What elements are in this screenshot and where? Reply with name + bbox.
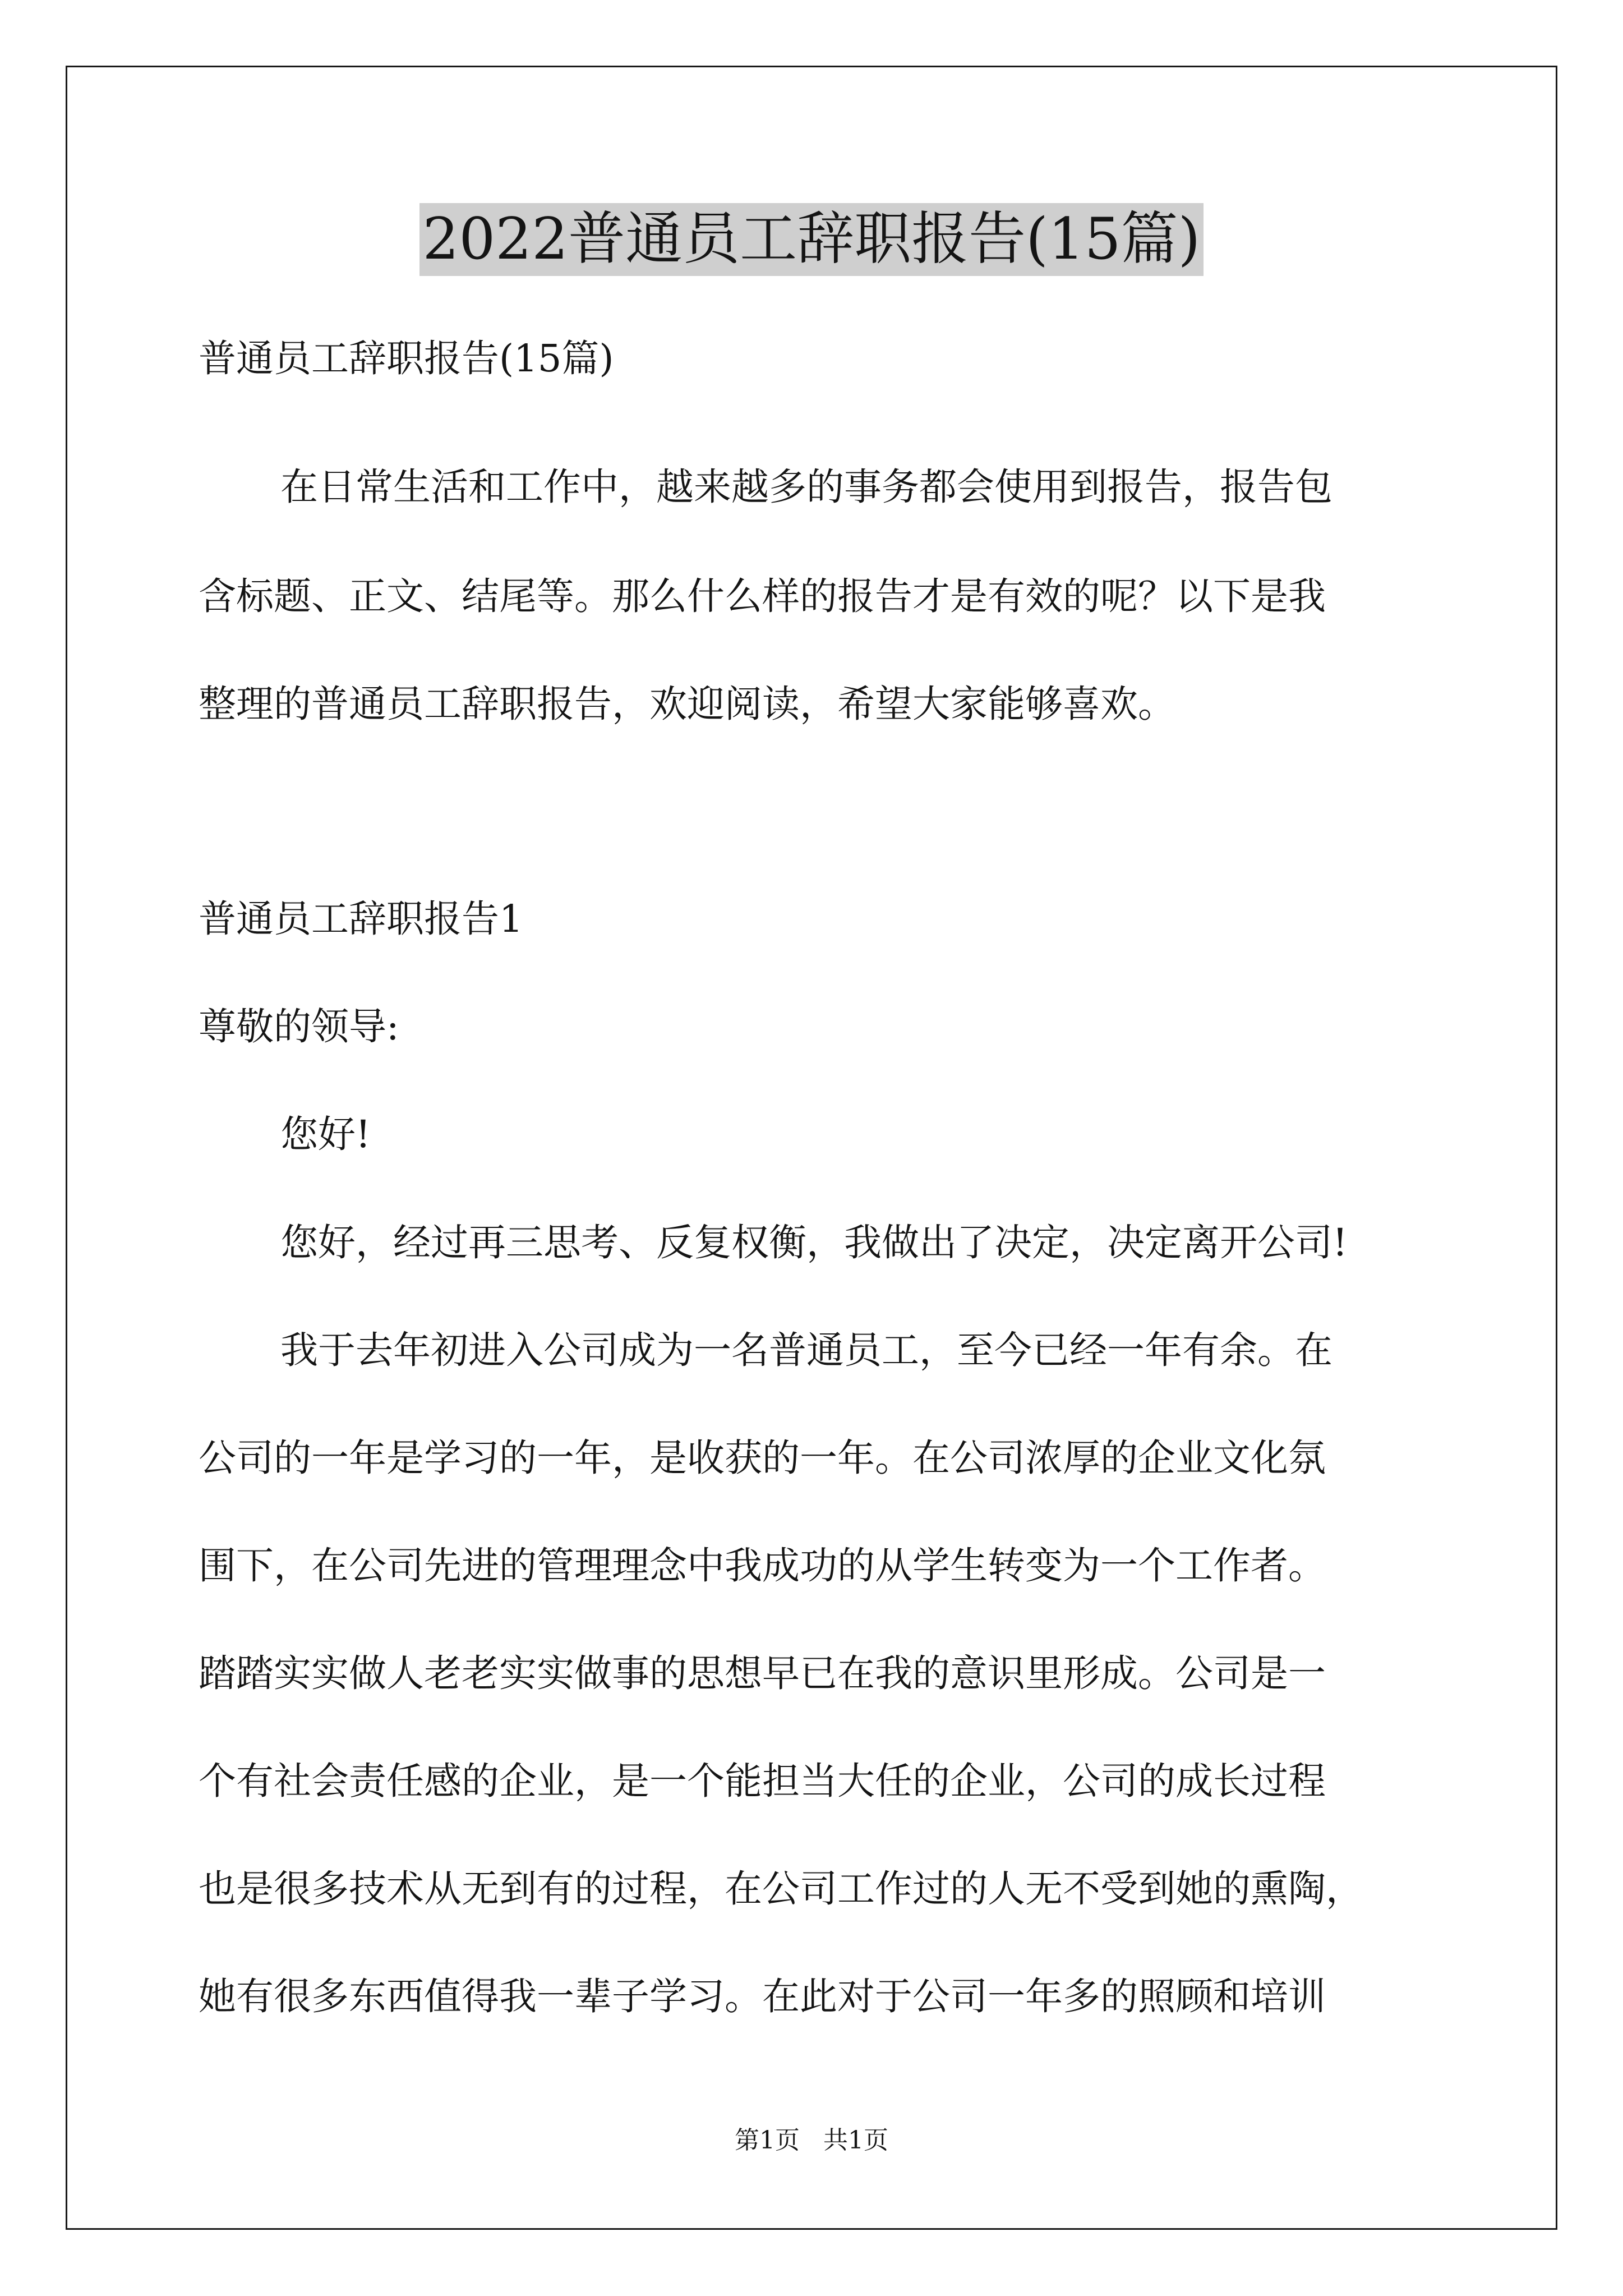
paragraph-line: 在日常生活和工作中，越来越多的事务都会使用到报告，报告包 [280, 465, 1332, 509]
page-footer: 第1页 共1页 [735, 2126, 888, 2155]
salutation: 尊敬的领导: [199, 1005, 399, 1048]
paragraph-line: 整理的普通员工辞职报告，欢迎阅读，希望大家能够喜欢。 [199, 682, 1175, 726]
paragraph-line: 含标题、正文、结尾等。那么什么样的报告才是有效的呢？以下是我 [199, 574, 1326, 618]
paragraph-line: 我于去年初进入公司成为一名普通员工，至今已经一年有余。在 [280, 1328, 1332, 1372]
section-heading: 普通员工辞职报告1 [199, 897, 523, 941]
paragraph-line: 围下，在公司先进的管理理念中我成功的从学生转变为一个工作者。 [199, 1544, 1326, 1588]
paragraph-line: 也是很多技术从无到有的过程，在公司工作过的人无不受到她的熏陶， [199, 1867, 1363, 1911]
paragraph-line: 踏踏实实做人老老实实做事的思想早已在我的意识里形成。公司是一 [199, 1651, 1326, 1695]
paragraph-line: 她有很多东西值得我一辈子学习。在此对于公司一年多的照顾和培训 [199, 1975, 1326, 2018]
document-title: 2022普通员工辞职报告(15篇) [419, 203, 1204, 276]
greeting: 您好! [280, 1112, 371, 1156]
title-container [0, 203, 1623, 276]
paragraph-line: 公司的一年是学习的一年，是收获的一年。在公司浓厚的企业文化氛 [199, 1436, 1326, 1480]
paragraph-line: 个有社会责任感的企业，是一个能担当大任的企业，公司的成长过程 [199, 1759, 1326, 1803]
subtitle-line: 普通员工辞职报告(15篇) [199, 337, 614, 380]
paragraph-line: 您好，经过再三思考、反复权衡，我做出了决定，决定离开公司! [280, 1221, 1348, 1264]
